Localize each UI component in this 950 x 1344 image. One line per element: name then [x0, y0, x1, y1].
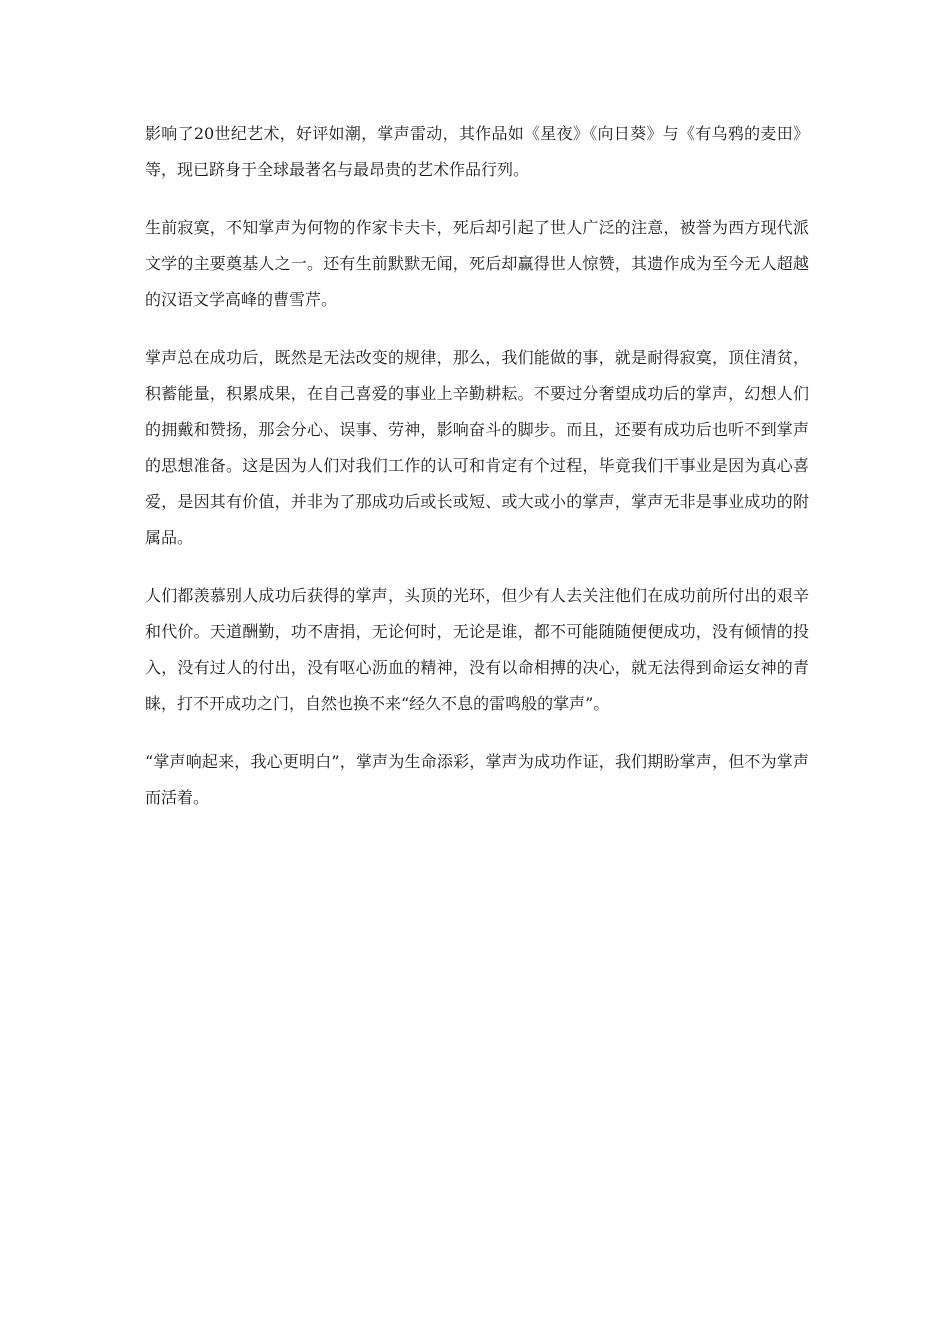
paragraph-hard-work: 人们都羡慕别人成功后获得的掌声，头顶的光环，但少有人去关注他们在成功前所付出的艰辛和代价。天道酬勤，功不唐捐，无论何时，无论是谁，都不可能随随便便成功，没有倾情的投入，没有过人的付出，没有呕心沥血的精神，没有以命相搏的决心，就无法得到命运女神的青睐，打不开成功之门，自然也换不来“经久不息的雷鸣般的掌声”。 — [145, 586, 809, 713]
document-body — [145, 116, 809, 838]
paragraph-kafka-cao-xueqin: 生前寂寞，不知掌声为何物的作家卡夫卡，死后却引起了世人广泛的注意，被誉为西方现代派文学的主要奠基人之一。还有生前默默无闻，死后却赢得世人惊赞，其遗作成为至今无人超越的汉语文学高峰的曹雪芹。 — [145, 218, 809, 309]
paragraph-applause-after-success: 掌声总在成功后，既然是无法改变的规律，那么，我们能做的事，就是耐得寂寞，顶住清贫，积蓄能量，积累成果，在自己喜爱的事业上辛勤耕耘。不要过分奢望成功后的掌声，幻想人们的拥戴和赞扬，那会分心、误事、劳神，影响奋斗的脚步。而且，还要有成功后也听不到掌声的思想准备。这是因为人们对我们工作的认可和肯定有个过程，毕竟我们干事业是因为真心喜爱，是因其有价值，并非为了那成功后或长或短、或大或小的掌声，掌声无非是事业成功的附属品。 — [145, 348, 809, 547]
paragraph-conclusion: “掌声响起来，我心更明白”，掌声为生命添彩，掌声为成功作证，我们期盼掌声，但不为掌声而活着。 — [145, 752, 809, 807]
paragraph-van-gogh: 影响了20世纪艺术，好评如潮，掌声雷动，其作品如《星夜》《向日葵》与《有乌鸦的麦田》等，现已跻身于全球最著名与最昂贵的艺术作品行列。 — [145, 124, 809, 179]
